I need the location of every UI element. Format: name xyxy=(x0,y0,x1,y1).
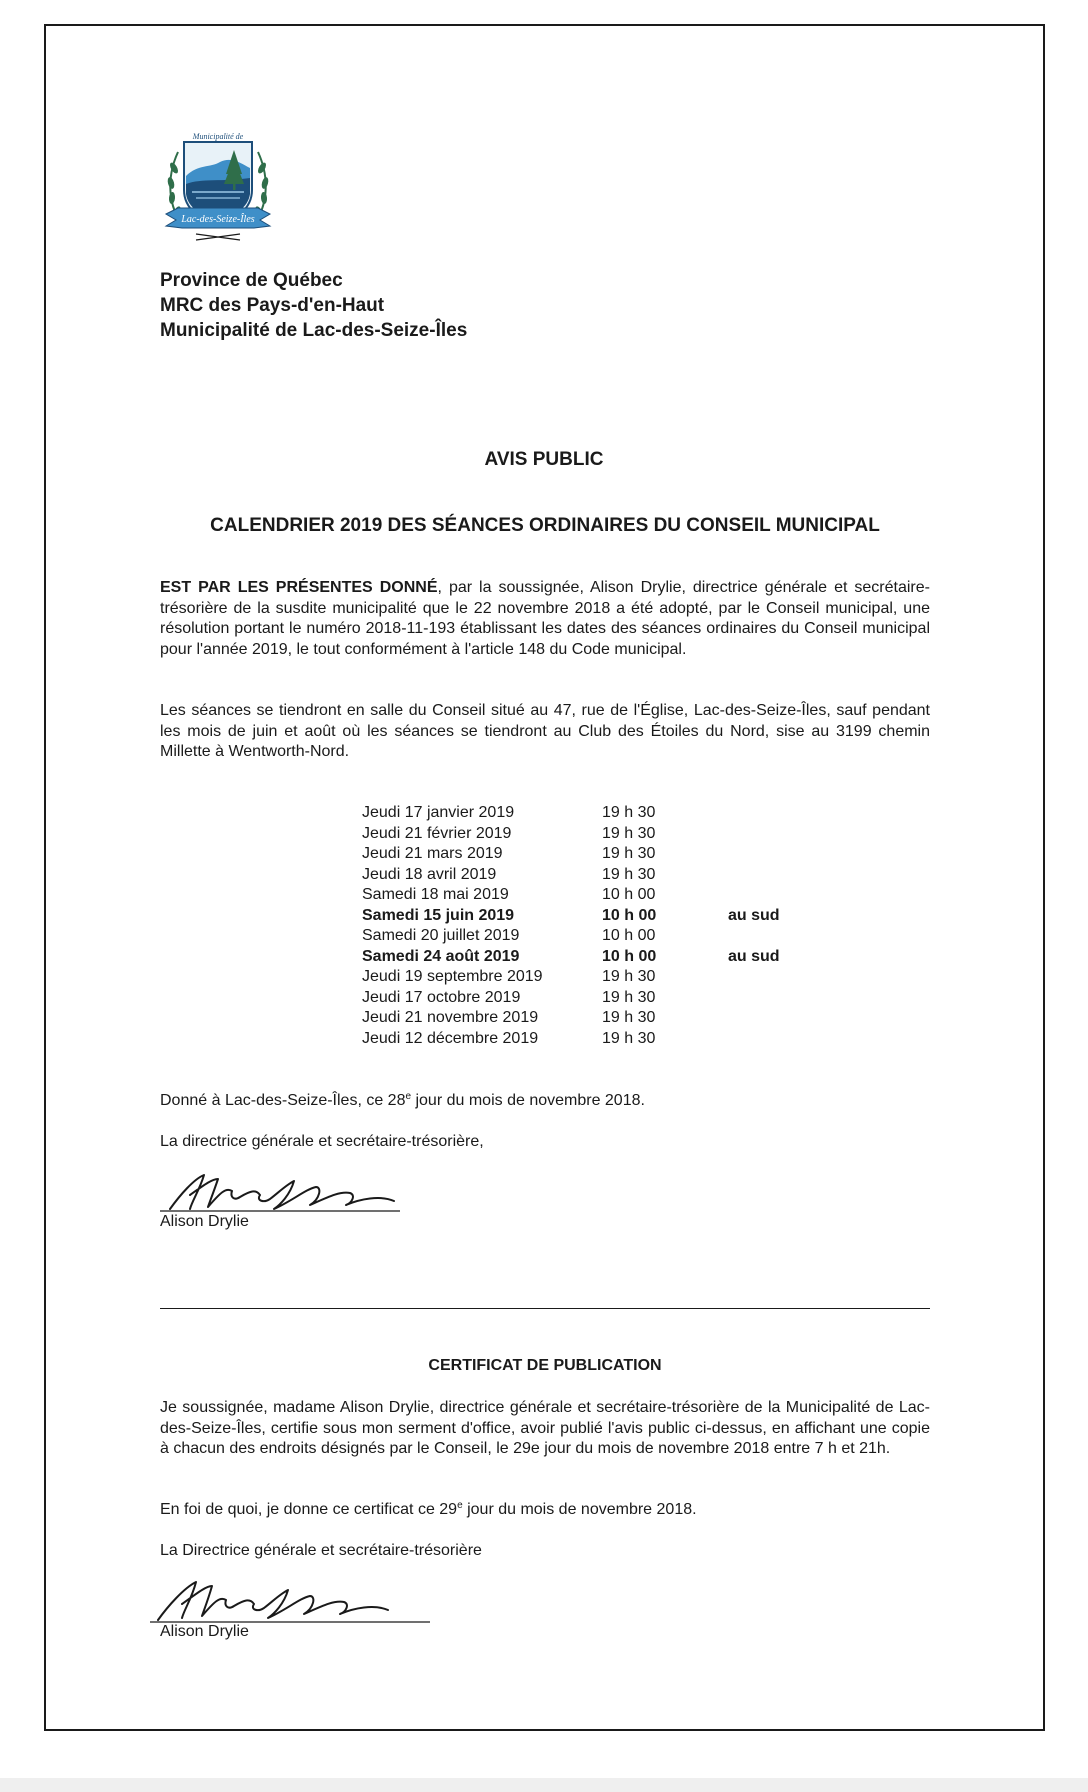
schedule-row xyxy=(362,803,848,824)
schedule-note xyxy=(728,926,848,947)
signatory-title-2: La Directrice générale et secrétaire-trésorière xyxy=(160,1542,482,1559)
signature-name-2: Alison Drylie xyxy=(160,1623,249,1640)
signatory-title-1: La directrice générale et secrétaire-trésorière, xyxy=(160,1133,484,1150)
schedule-time: 10 h 00 xyxy=(602,947,657,965)
schedule-date: Samedi 24 août 2019 xyxy=(362,947,520,965)
notice-title: AVIS PUBLIC xyxy=(484,449,604,470)
schedule-row xyxy=(362,865,848,886)
schedule-row-highlighted xyxy=(362,947,848,968)
schedule-note xyxy=(728,1008,848,1029)
notice-paragraph-2: Les séances se tiendront en salle du Conseil situé au 47, rue de l'Église, Lac-des-Seize-Îles, sauf pendant les mois de juin et août où les séances se tiendront au Club des Étoiles du Nord, sise au 3199 chemin Millette à Wentworth-Nord. xyxy=(160,702,930,760)
schedule-row-highlighted xyxy=(362,906,848,927)
schedule-note xyxy=(728,988,848,1009)
certificate-body: Je soussignée, madame Alison Drylie, directrice générale et secrétaire-trésorière de la Municipalité de Lac-des-Seize-Îles, certifie sous mon serment d'office, avoir publié l'avis public ci-dessus, en affichant une copie à chacun des endroits désignés par le Conseil, le 29e jour du mois de novembre 2018 entre 7 h et 21h. xyxy=(160,1399,930,1457)
schedule-row xyxy=(362,988,848,1009)
schedule-time: 10 h 00 xyxy=(602,906,657,924)
notice-subtitle: CALENDRIER 2019 DES SÉANCES ORDINAIRES DU CONSEIL MUNICIPAL xyxy=(210,515,880,536)
schedule-time: 19 h 30 xyxy=(602,865,656,883)
foi-text-start: En foi de quoi, je donne ce certificat ce 29 xyxy=(160,1501,458,1518)
schedule-note xyxy=(728,803,848,824)
schedule-row xyxy=(362,1029,848,1050)
given-superscript: e xyxy=(405,1091,412,1102)
schedule-date: Jeudi 17 janvier 2019 xyxy=(362,804,515,821)
schedule-time: 10 h 00 xyxy=(602,886,656,903)
logo-ribbon-text: Lac-des-Seize-Îles xyxy=(181,214,255,225)
schedule-note xyxy=(728,967,848,988)
given-text-start: Donné à Lac-des-Seize-Îles, ce 28 xyxy=(160,1092,406,1109)
header-mrc: MRC des Pays-d'en-Haut xyxy=(160,295,385,316)
schedule-date: Samedi 20 juillet 2019 xyxy=(362,927,520,944)
scan-edge xyxy=(0,1778,1088,1792)
certificate-title: CERTIFICAT DE PUBLICATION xyxy=(428,1357,662,1374)
schedule-time: 19 h 30 xyxy=(602,988,656,1006)
schedule-note xyxy=(728,1029,848,1050)
signature-2 xyxy=(150,1572,430,1628)
signature-1 xyxy=(160,1165,440,1215)
signature-name-1: Alison Drylie xyxy=(160,1213,249,1230)
schedule-date: Jeudi 18 avril 2019 xyxy=(362,865,497,883)
schedule-date: Jeudi 12 décembre 2019 xyxy=(362,1029,539,1047)
schedule-note: au sud xyxy=(728,947,780,965)
schedule-row xyxy=(362,926,848,947)
schedule-date: Samedi 15 juin 2019 xyxy=(362,906,515,924)
schedule-row xyxy=(362,824,848,845)
given-text-end: jour du mois de novembre 2018. xyxy=(411,1092,645,1109)
notice-paragraph-1-text: , par la soussignée, Alison Drylie, directrice générale et secrétaire-trésorière de la susdite municipalité que le 22 novembre 2018 a été adopté, par le Conseil municipal, une résolution portant le numéro 2018-11-193 établissant les dates des séances ordinaires du Conseil municipal pour l'année 2019, le tout conformément à l'article 148 du Code municipal. xyxy=(160,579,930,658)
schedule-date: Jeudi 19 septembre 2019 xyxy=(362,968,543,985)
notice-paragraph-1 xyxy=(160,578,930,660)
given-at-line xyxy=(160,1091,645,1111)
header-municipality: Municipalité de Lac-des-Seize-Îles xyxy=(160,320,468,341)
schedule-note xyxy=(728,885,848,906)
meeting-schedule xyxy=(362,803,848,1049)
schedule-time: 19 h 30 xyxy=(602,1009,656,1026)
schedule-note: au sud xyxy=(728,906,780,924)
foi-text-end: jour du mois de novembre 2018. xyxy=(462,1501,697,1518)
schedule-row xyxy=(362,967,848,988)
schedule-row xyxy=(362,885,848,906)
schedule-row xyxy=(362,1008,848,1029)
section-divider xyxy=(160,1308,930,1309)
certificate-foi-line xyxy=(160,1500,697,1520)
logo-top-text: Municipalité de xyxy=(192,132,244,141)
schedule-date: Jeudi 17 octobre 2019 xyxy=(362,988,521,1006)
notice-lead: EST PAR LES PRÉSENTES DONNÉ xyxy=(160,579,438,596)
schedule-date: Jeudi 21 mars 2019 xyxy=(362,845,503,862)
schedule-time: 10 h 00 xyxy=(602,927,656,944)
schedule-time: 19 h 30 xyxy=(602,968,656,985)
schedule-date: Jeudi 21 février 2019 xyxy=(362,824,512,842)
schedule-note xyxy=(728,844,848,865)
schedule-note xyxy=(728,824,848,845)
schedule-time: 19 h 30 xyxy=(602,1029,656,1047)
header-block xyxy=(160,268,467,343)
schedule-time: 19 h 30 xyxy=(602,824,656,842)
schedule-row xyxy=(362,844,848,865)
municipality-logo xyxy=(162,128,274,243)
schedule-time: 19 h 30 xyxy=(602,845,656,862)
schedule-date: Jeudi 21 novembre 2019 xyxy=(362,1009,539,1026)
schedule-note xyxy=(728,865,848,886)
schedule-time: 19 h 30 xyxy=(602,804,656,821)
foi-superscript: e xyxy=(457,1500,463,1511)
header-province: Province de Québec xyxy=(160,270,343,291)
schedule-date: Samedi 18 mai 2019 xyxy=(362,886,509,903)
